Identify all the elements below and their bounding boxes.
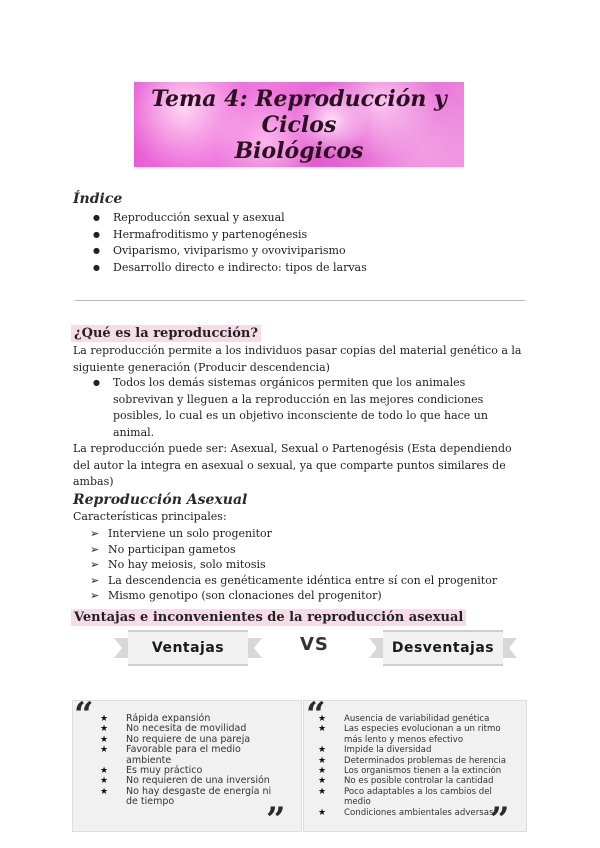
open-quote-icon: “ <box>74 695 94 735</box>
caracteristica-item: ➢ No hay meiosis, solo mitosis <box>90 557 497 573</box>
close-quote-icon: ” <box>490 800 510 840</box>
que-es-bullet-list <box>93 375 513 441</box>
indice-item: ● Hermafroditismo y partenogénesis <box>93 227 367 244</box>
indice-heading: Índice <box>73 191 123 207</box>
desventaja-item: ★ No es posible controlar la cantidad <box>318 776 510 786</box>
ventaja-item: ★ No necesita de movilidad <box>100 724 275 734</box>
ventaja-item: ★ No requieren de una inversión <box>100 776 275 786</box>
desventaja-item: ★ Impide la diversidad <box>318 745 510 755</box>
ventaja-item: ★ Es muy práctico <box>100 766 275 776</box>
desventaja-item: ★ Condiciones ambientales adversas <box>318 808 510 818</box>
ventajas-ribbon <box>128 630 248 666</box>
ventaja-item: ★ No requiere de una pareja <box>100 735 275 745</box>
caracteristicas-list <box>90 526 497 604</box>
indice-item: ● Reproducción sexual y asexual <box>93 210 367 227</box>
caracteristica-item: ➢ La descendencia es genéticamente idéntica entre sí con el progenitor <box>90 573 497 589</box>
section-divider <box>75 300 525 301</box>
desventajas-list <box>318 714 510 818</box>
desventajas-label: Desventajas <box>391 640 495 656</box>
desventaja-item: ★ Los organismos tienen a la extinción <box>318 766 510 776</box>
asexual-heading: Reproducción Asexual <box>73 492 248 508</box>
caracteristica-item: ➢ Interviene un solo progenitor <box>90 526 497 542</box>
title-banner <box>134 82 464 167</box>
open-quote-icon: “ <box>306 695 326 735</box>
vs-label: VS <box>300 634 329 655</box>
que-es-heading: ¿Qué es la reproducción? <box>71 325 261 342</box>
title-line-2: Biológicos <box>234 137 364 164</box>
desventaja-item: ★ Ausencia de variabilidad genética <box>318 714 510 724</box>
tipos-paragraph: La reproducción puede ser: Asexual, Sexual o Partenogésis (Esta dependiendo del autor la integra en asexual o sexual, ya que comparte puntos similares de ambas) <box>73 442 512 488</box>
desventaja-item: ★ Las especies evolucionan a un ritmo más lento y menos efectivo <box>318 724 510 745</box>
ventajas-heading: Ventajas e inconvenientes de la reproducción asexual <box>71 609 466 626</box>
desventajas-ribbon <box>383 630 503 666</box>
ventajas-label: Ventajas <box>151 640 225 656</box>
title-line-1: Tema 4: Reproducción y Ciclos <box>151 85 447 138</box>
ventaja-item: ★ Rápida expansión <box>100 714 275 724</box>
desventaja-item: ★ Determinados problemas de herencia <box>318 756 510 766</box>
que-es-paragraph: La reproducción permite a los individuos pasar copias del material genético a la siguiente generación (Producir descendencia) <box>73 344 522 374</box>
close-quote-icon: ” <box>266 800 286 840</box>
ventaja-item: ★ No hay desgaste de energía ni de tiempo <box>100 787 275 808</box>
ventaja-item: ★ Favorable para el medio ambiente <box>100 745 275 766</box>
que-es-bullet: ● Todos los demás sistemas orgánicos permiten que los animales sobrevivan y lleguen a la reproducción en las mejores condiciones posibles, lo cual es un objetivo inconsciente de todo lo que hace un animal. <box>93 375 513 441</box>
indice-list <box>93 210 367 276</box>
caracteristica-item: ➢ No participan gametos <box>90 542 497 558</box>
caracteristicas-label: Características principales: <box>73 510 227 523</box>
ventajas-list <box>100 714 275 808</box>
indice-item: ● Desarrollo directo e indirecto: tipos de larvas <box>93 260 367 277</box>
indice-item: ● Oviparismo, viviparismo y ovoviviparismo <box>93 243 367 260</box>
caracteristica-item: ➢ Mismo genotipo (son clonaciones del progenitor) <box>90 588 497 604</box>
desventaja-item: ★ Poco adaptables a los cambios del medio <box>318 787 510 808</box>
